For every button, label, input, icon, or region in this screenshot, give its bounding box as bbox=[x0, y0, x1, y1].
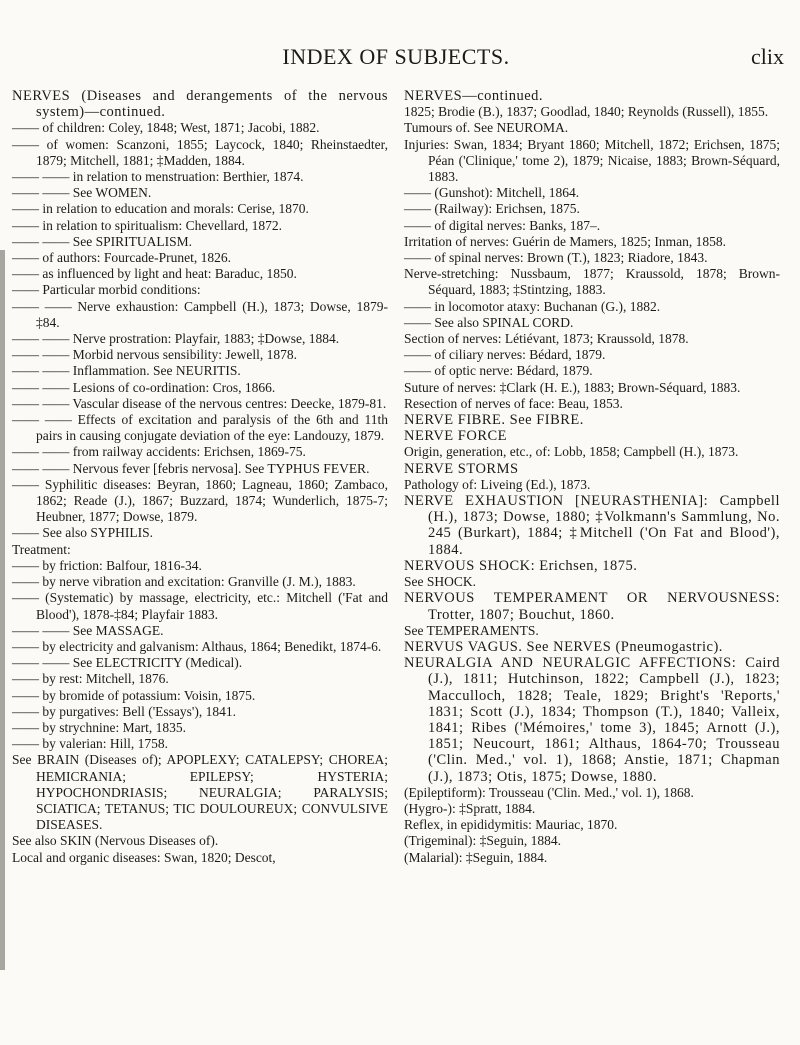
index-entry: Reflex, in epididymitis: Mauriac, 1870. bbox=[404, 817, 618, 833]
index-entry: —— —— Vascular disease of the nervous centres: Deecke, 1879-81. bbox=[12, 395, 387, 411]
entry-heading: NERVE EXHAUSTION [NEURASTHENIA]: Campbell (H.), 1873; Dowse, 1880; ‡Volkmann's Sammlung, No. 245 (Burkart), 1884; ‡Mitchell ('On Fat and Blood'), 1884. bbox=[404, 493, 780, 558]
entry-heading: NERVUS VAGUS. See NERVES (Pneumogastric). bbox=[404, 638, 723, 655]
index-entry: —— —— Morbid nervous sensibility: Jewell, 1878. bbox=[12, 347, 297, 363]
entry-heading: NERVOUS SHOCK: Erichsen, 1875. bbox=[404, 557, 638, 574]
index-entry: —— of optic nerve: Bédard, 1879. bbox=[404, 363, 593, 379]
index-entry: —— See also SYPHILIS. bbox=[12, 525, 153, 541]
entry-heading: NERVE FIBRE. See FIBRE. bbox=[404, 412, 584, 429]
index-entry: —— —— in relation to menstruation: Berthier, 1874. bbox=[12, 169, 304, 185]
index-entry: (Malarial): ‡Seguin, 1884. bbox=[404, 849, 548, 865]
index-entry: (Epileptiform): Trousseau ('Clin. Med.,' vol. 1), 1868. bbox=[404, 784, 694, 800]
index-entry: —— in relation to spiritualism: Chevellard, 1872. bbox=[12, 217, 282, 233]
index-entry: —— —— from railway accidents: Erichsen, 1869-75. bbox=[12, 444, 306, 460]
index-entry: Origin, generation, etc., of: Lobb, 1858; Campbell (H.), 1873. bbox=[404, 444, 739, 460]
index-entry: —— by nerve vibration and excitation: Granville (J. M.), 1883. bbox=[12, 574, 356, 590]
entry-heading: NERVOUS TEMPERAMENT OR NERVOUSNESS: Trotter, 1807; Bouchut, 1860. bbox=[404, 590, 780, 623]
index-entry: —— (Gunshot): Mitchell, 1864. bbox=[404, 185, 580, 201]
entry-heading: NERVES (Diseases and derangements of the nervous system)—continued. bbox=[12, 88, 388, 121]
index-entry: 1825; Brodie (B.), 1837; Goodlad, 1840; Reynolds (Russell), 1855. bbox=[404, 104, 769, 120]
index-entry: —— —— See SPIRITUALISM. bbox=[12, 233, 193, 249]
index-entry: Nerve-stretching: Nussbaum, 1877; Kraussold, 1878; Brown-Séquard, 1883; ‡Stintzing, 1883. bbox=[404, 266, 780, 298]
index-entry: —— —— Nervous fever [febris nervosa]. See TYPHUS FEVER. bbox=[12, 460, 370, 476]
index-entry: (Trigeminal): ‡Seguin, 1884. bbox=[404, 833, 561, 849]
entry-heading: NERVE FORCE bbox=[404, 428, 508, 445]
index-entry: —— —— Lesions of co-ordination: Cros, 1866. bbox=[12, 379, 276, 395]
index-entry: —— in relation to education and morals: Cerise, 1870. bbox=[12, 201, 309, 217]
index-entry: —— of spinal nerves: Brown (T.), 1823; Riadore, 1843. bbox=[404, 250, 708, 266]
right-column bbox=[404, 88, 780, 866]
index-entry: —— of digital nerves: Banks, 187–. bbox=[404, 217, 601, 233]
index-entry: See TEMPERAMENTS. bbox=[404, 622, 539, 638]
index-entry: —— Syphilitic diseases: Beyran, 1860; Lagneau, 1860; Zambaco, 1862; Reade (J.), 1867; Buzzard, 1874; Wunderlich, 1875-7; Heubner, 1877; Dowse, 1879. bbox=[12, 476, 388, 525]
index-entry: —— (Systematic) by massage, electricity, etc.: Mitchell ('Fat and Blood'), 1878-‡84; Playfair 1883. bbox=[12, 590, 388, 622]
index-entry: Suture of nerves: ‡Clark (H. E.), 1883; Brown-Séquard, 1883. bbox=[404, 379, 741, 395]
index-entry: —— in locomotor ataxy: Buchanan (G.), 1882. bbox=[404, 298, 661, 314]
index-entry: —— —— Effects of excitation and paralysis of the 6th and 11th pairs in causing conjugate deviation of the eye: Landouzy, 1879. bbox=[12, 412, 388, 444]
page-number: clix bbox=[751, 44, 784, 69]
index-entry: —— by bromide of potassium: Voisin, 1875. bbox=[12, 687, 256, 703]
page-header bbox=[8, 44, 784, 74]
index-entry: Resection of nerves of face: Beau, 1853. bbox=[404, 395, 623, 411]
index-entry: —— by strychnine: Mart, 1835. bbox=[12, 719, 186, 735]
left-column bbox=[12, 88, 388, 866]
index-entry: Section of nerves: Létiévant, 1873; Kraussold, 1878. bbox=[404, 331, 689, 347]
index-entry: See also SKIN (Nervous Diseases of). bbox=[12, 833, 219, 849]
index-entry: Treatment: bbox=[12, 541, 71, 557]
index-entry: —— —— Nerve prostration: Playfair, 1883; ‡Dowse, 1884. bbox=[12, 331, 340, 347]
index-entry: —— —— See MASSAGE. bbox=[12, 622, 164, 638]
entry-heading: NEURALGIA AND NEURALGIC AFFECTIONS: Caird (J.), 1811; Hutchinson, 1822; Campbell (J.), 1823; Macculloch, 1828; Teale, 1829; Bright's 'Reports,' 1831; Scott (J.), 1834; Thompson (T.), 1840; Valleix, 1841; Ribes ('Mémoires,' tome 3), 1845; Arnott (J.), 1851; Neucourt, 1861; Althaus, 1864-70; Trousseau ('Clin. Med.,' vol. 1), 1868; Anstie, 1871; Chapman (J.), 1873; Otis, 1875; Dowse, 1880. bbox=[404, 655, 780, 785]
index-entry: —— —— See ELECTRICITY (Medical). bbox=[12, 655, 243, 671]
index-entry: Pathology of: Liveing (Ed.), 1873. bbox=[404, 476, 591, 492]
binding-edge bbox=[0, 250, 5, 970]
index-entry: —— by purgatives: Bell ('Essays'), 1841. bbox=[12, 703, 236, 719]
index-entry: Tumours of. See NEUROMA. bbox=[404, 120, 569, 136]
index-entry: —— —— Nerve exhaustion: Campbell (H.), 1873; Dowse, 1879-‡84. bbox=[12, 298, 388, 330]
index-entry: —— by friction: Balfour, 1816-34. bbox=[12, 557, 202, 573]
index-entry: —— by rest: Mitchell, 1876. bbox=[12, 671, 169, 687]
index-entry: —— by valerian: Hill, 1758. bbox=[12, 736, 168, 752]
page-title: INDEX OF SUBJECTS. bbox=[282, 44, 510, 69]
entry-heading: NERVES—continued. bbox=[404, 88, 544, 104]
index-entry: See SHOCK. bbox=[404, 574, 477, 590]
index-entry: —— Particular morbid conditions: bbox=[12, 282, 201, 298]
index-entry: —— of ciliary nerves: Bédard, 1879. bbox=[404, 347, 606, 363]
index-entry: —— as influenced by light and heat: Baraduc, 1850. bbox=[12, 266, 297, 282]
index-entry: Injuries: Swan, 1834; Bryant 1860; Mitchell, 1872; Erichsen, 1875; Péan ('Clinique,' tome 2), 1879; Nicaise, 1883; Brown-Séquard, 1883. bbox=[404, 136, 780, 185]
index-entry: —— See also SPINAL CORD. bbox=[404, 314, 574, 330]
index-entry: (Hygro-): ‡Spratt, 1884. bbox=[404, 800, 536, 816]
index-entry: See BRAIN (Diseases of); APOPLEXY; CATALEPSY; CHOREA; HEMICRANIA; EPILEPSY; HYSTERIA; HYPOCHONDRIASIS; NEURALGIA; PARALYSIS; SCIATICA; TETANUS; TIC DOULOUREUX; CONVULSIVE DISEASES. bbox=[12, 752, 388, 833]
index-entry: —— (Railway): Erichsen, 1875. bbox=[404, 201, 580, 217]
index-entry: Local and organic diseases: Swan, 1820; Descot, bbox=[12, 849, 276, 865]
index-entry: Irritation of nerves: Guérin de Mamers, 1825; Inman, 1858. bbox=[404, 233, 727, 249]
index-entry: —— of authors: Fourcade-Prunet, 1826. bbox=[12, 250, 231, 266]
index-entry: —— —— See WOMEN. bbox=[12, 185, 152, 201]
index-entry: —— —— Inflammation. See NEURITIS. bbox=[12, 363, 241, 379]
index-entry: —— of women: Scanzoni, 1855; Laycock, 1840; Rheinstaedter, 1879; Mitchell, 1881; ‡Madden, 1884. bbox=[12, 136, 388, 168]
entry-heading: NERVE STORMS bbox=[404, 460, 519, 477]
index-entry: —— of children: Coley, 1848; West, 1871; Jacobi, 1882. bbox=[12, 120, 320, 136]
index-entry: —— by electricity and galvanism: Althaus, 1864; Benedikt, 1874-6. bbox=[12, 638, 382, 654]
